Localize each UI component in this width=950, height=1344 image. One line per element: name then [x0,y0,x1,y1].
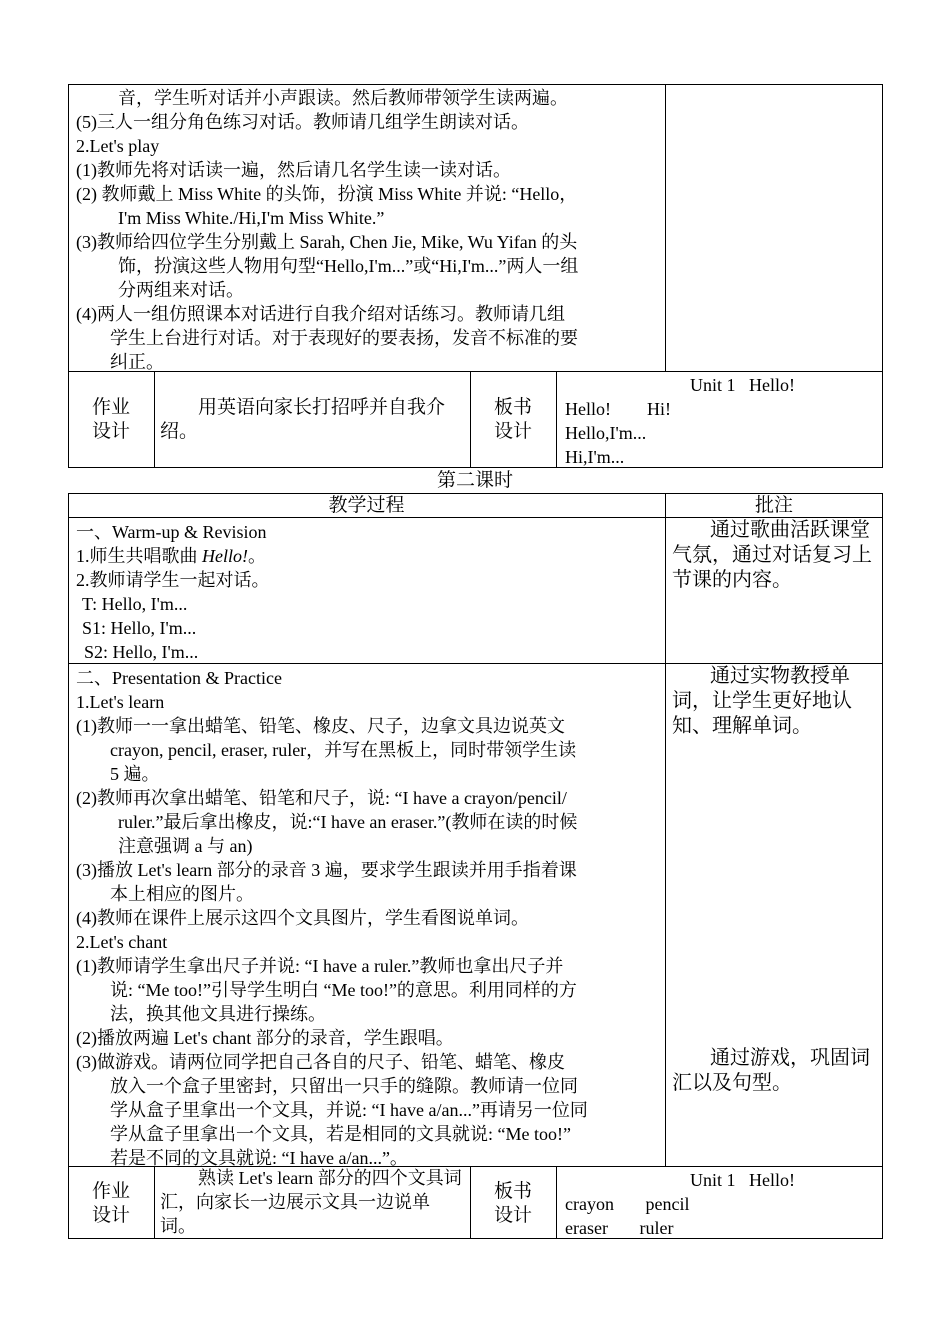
s2-line-18: 学从盒子里拿出一个文具，并说: “I have a/an...”再请另一位同 [110,1100,588,1120]
t2-board-title: Unit 1 Hello! [690,1170,795,1190]
t2-board-label: 板书设计 [493,1181,532,1226]
t1-line-8: 分两组来对话。 [118,280,244,300]
s2-line-4: 5 遍。 [110,764,160,784]
t1-line-4: (2) 教师戴上 Miss White 的头饰，扮演 Miss White 并说: “Hello， [76,184,578,204]
s2-line-20: 若是不同的文具就说: “I have a/an...”。 [110,1148,408,1168]
t1-line-7: 饰，扮演这些人物用句型“Hello,I'm...”或“Hi,I'm...”两人一组 [118,256,579,276]
t1-line-9: (4)两人一组仿照课本对话进行自我介绍对话练习。教师请几组 [76,304,565,324]
s2-line-19: 学从盒子里拿出一个文具，若是相同的文具就说: “Me too!” [110,1124,571,1144]
t1-line-11: 纠正。 [110,352,164,372]
s2-note-1: 通过实物教授单词，让学生更好地认知、理解单词。 [672,665,852,737]
s2-line-2: (1)教师一一拿出蜡笔、铅笔、橡皮、尺子，边拿文具边说英文 [76,716,565,736]
t2-board-line-0: crayon pencil [565,1194,690,1214]
s2-line-1: 1.Let's learn [76,692,165,712]
t1-board-line-2: Hi,I'm... [565,447,625,467]
s2-line-12: (1)教师请学生拿出尺子并说: “I have a ruler.”教师也拿出尺子并 [76,956,564,976]
table1-divider [665,84,666,371]
s2-line-11: 2.Let's chant [76,932,168,952]
s2-line-14: 法，换其他文具进行操练。 [110,1004,326,1024]
t1-board-label: 板书设计 [493,397,532,442]
t1-board-line-0: Hello! Hi! [565,399,671,419]
t1-line-3: (1)教师先将对话读一遍，然后请几名学生读一读对话。 [76,160,511,180]
lesson2-title: 第二课时 [436,470,513,491]
s2-line-0: 二、Presentation & Practice [76,668,282,688]
s1-line-5: S2: Hello, I'm... [84,642,199,662]
s2-line-16: (3)做游戏。请两位同学把自己各自的尺子、铅笔、蜡笔、橡皮 [76,1052,565,1072]
t2-board-line-1: eraser ruler [565,1218,674,1238]
s2-line-7: 注意强调 a 与 an) [118,836,253,856]
t1-board-line-1: Hello,I'm... [565,423,647,443]
s2-line-13: 说: “Me too!”引导学生明白 “Me too!”的意思。利用同样的方 [110,980,577,1000]
s2-line-15: (2)播放两遍 Let's chant 部分的录音，学生跟唱。 [76,1028,454,1048]
t1-line-1: (5)三人一组分角色练习对话。教师请几组学生朗读对话。 [76,112,529,132]
s1-line-1: 1.师生共唱歌曲 Hello!。 [76,546,266,566]
t1-line-6: (3)教师给四位学生分别戴上 Sarah, Chen Jie, Mike, Wu Yifan 的头 [76,232,578,252]
s2-line-10: (4)教师在课件上展示这四个文具图片，学生看图说单词。 [76,908,529,928]
t1-board-title: Unit 1 Hello! [690,375,795,395]
table1-row-divider [68,371,883,372]
t1-line-0: 音，学生听对话并小声跟读。然后教师带领学生读两遍。 [118,88,568,108]
t2-homework-text: 熟读 Let's learn 部分的四个文具词汇，向家长一边展示文具一边说单词。 [160,1168,462,1236]
s2-line-17: 放入一个盒子里密封，只留出一只手的缝隙。教师请一位同 [110,1076,578,1096]
header-notes: 批注 [754,495,793,516]
s1-note: 通过歌曲活跃课堂气氛，通过对话复习上节课的内容。 [672,519,872,591]
t2-homework-label: 作业设计 [91,1181,130,1226]
s1-line-0: 一、Warm-up & Revision [76,522,267,542]
s1-line-3: T: Hello, I'm... [82,594,188,614]
t1-homework-text: 用英语向家长打招呼并自我介绍。 [160,397,446,442]
s2-line-8: (3)播放 Let's learn 部分的录音 3 遍，要求学生跟读并用手指着课 [76,860,577,880]
t1-homework-label: 作业设计 [91,397,130,442]
s2-note-2: 通过游戏，巩固词汇以及句型。 [672,1047,870,1094]
s2-line-9: 本上相应的图片。 [110,884,254,904]
t1-line-2: 2.Let's play [76,136,160,156]
song-title: Hello! [202,546,248,566]
header-process: 教学过程 [328,495,405,516]
s2-line-5: (2)教师再次拿出蜡笔、铅笔和尺子，说: “I have a crayon/pencil/ [76,788,567,808]
t1-line-5: I'm Miss White./Hi,I'm Miss White.” [118,208,385,228]
s1-line-2: 2.教师请学生一起对话。 [76,570,270,590]
s2-line-3: crayon, pencil, eraser, ruler，并写在黑板上，同时带领学生读 [110,740,577,760]
s1-line-4: S1: Hello, I'm... [82,618,197,638]
s2-line-6: ruler.”最后拿出橡皮，说:“I have an eraser.”(教师在读的时候 [118,812,578,832]
t1-line-10: 学生上台进行对话。对于表现好的要表扬，发音不标准的要 [110,328,578,348]
